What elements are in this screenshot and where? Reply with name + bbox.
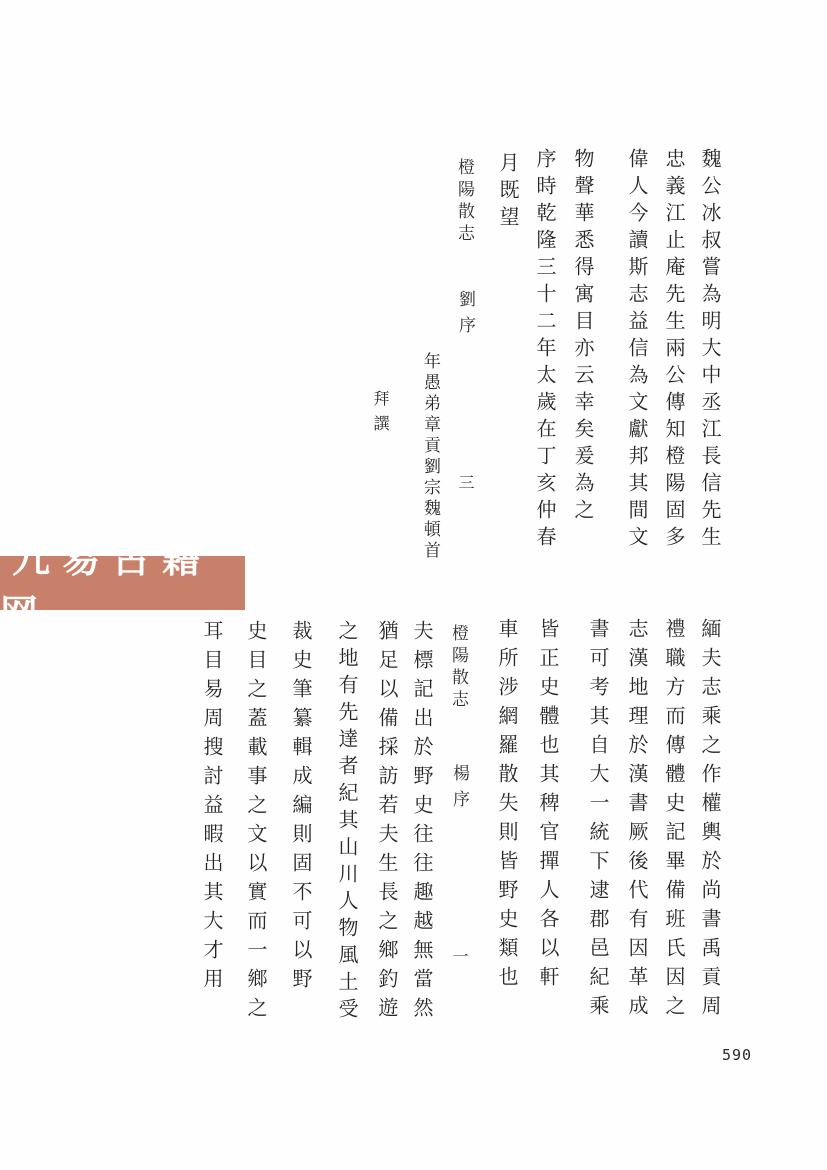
text-column: 皆正史體也其稗官撣人各以軒 — [536, 618, 560, 995]
text-column: 忠義江止庵先生兩公傳知橙陽固多 — [662, 148, 686, 553]
text-column: 志漢地理於漢書厥後代有因革成 — [625, 618, 649, 1024]
running-title-folio: 一 — [450, 948, 469, 964]
watermark-banner — [0, 536, 245, 636]
page-number: 590 — [722, 1046, 753, 1064]
text-column: 禮職方而傳體史記畢備班氏因之 — [662, 618, 686, 1024]
text-column: 之地有先達者紀其山川人物風土受 — [335, 620, 359, 1025]
running-title-folio: 三 — [456, 474, 475, 490]
text-column: 物聲華悉得寓目亦云幸矣爰為之 — [571, 148, 595, 526]
text-column: 偉人今讀斯志益信為文獻邦其間文 — [625, 148, 649, 553]
text-column: 書可考其自大一統下逮郡邑紀乘 — [586, 618, 610, 1024]
text-column: 月既望 — [496, 152, 520, 233]
text-column: 耳目易周搜討益暇出其大才用 — [200, 620, 224, 997]
text-column: 魏公冰叔嘗為明大中丞江長信先生 — [698, 148, 722, 553]
text-column: 夫標記出於野史往往趣越無當然 — [410, 620, 434, 1026]
text-column: 緬夫志乘之作權輿於尚書禹貢周 — [698, 618, 722, 1024]
watermark-text: 九易古籍网 — [0, 536, 213, 636]
signature-column: 年愚弟章貢劉宗魏頓首 — [420, 352, 440, 562]
text-column: 猶足以備採訪若夫生長之鄉釣遊 — [375, 620, 399, 1026]
running-title-section: 楊序 — [449, 764, 469, 816]
running-title-section: 劉序 — [455, 290, 475, 342]
running-title-book: 橙陽散志 — [448, 624, 468, 712]
text-column: 序時乾隆三十二年太歲在丁亥仲春 — [533, 148, 557, 553]
running-title-book: 橙陽散志 — [454, 158, 474, 246]
signature-column: 拜譔 — [371, 390, 390, 440]
text-column: 車所涉網羅散失則皆野史類也 — [495, 618, 519, 995]
text-column: 裁史筆纂輯成編則固不可以野 — [289, 620, 313, 997]
text-column: 史目之蓋載事之文以實而一鄉之 — [244, 620, 268, 1026]
